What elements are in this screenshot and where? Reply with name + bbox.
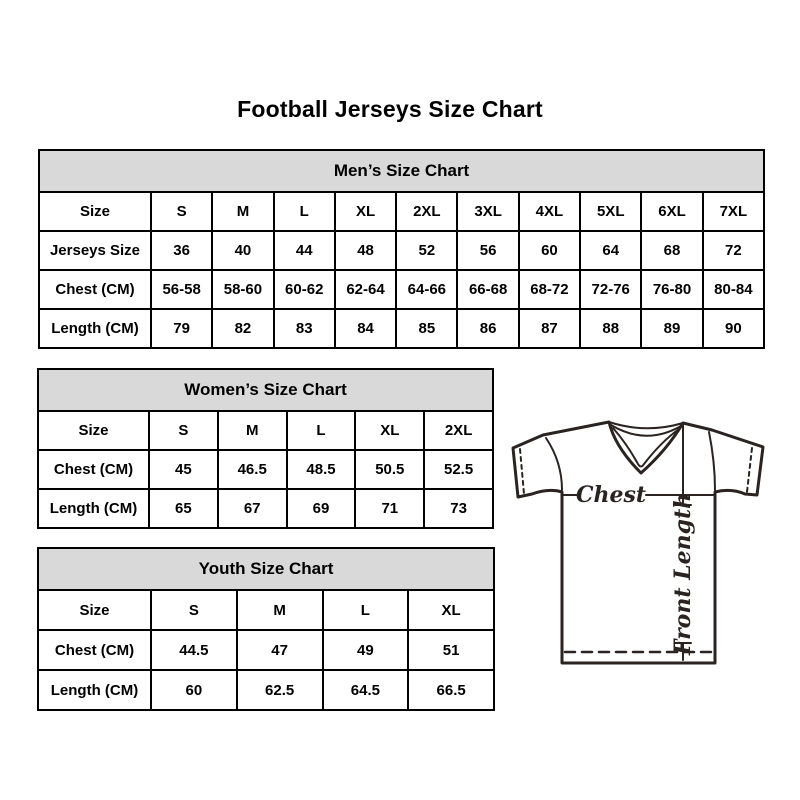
cell: 2XL xyxy=(396,192,457,231)
cell: 40 xyxy=(212,231,273,270)
cell: L xyxy=(287,411,356,450)
cell: 56 xyxy=(457,231,518,270)
cell: 2XL xyxy=(424,411,493,450)
cell: 89 xyxy=(641,309,702,348)
table-row xyxy=(38,411,493,450)
cell: 62.5 xyxy=(237,670,323,710)
row-label: Length (CM) xyxy=(38,670,151,710)
cell: 65 xyxy=(149,489,218,528)
table-row xyxy=(38,489,493,528)
cell: L xyxy=(274,192,335,231)
cell: 7XL xyxy=(703,192,764,231)
cell: M xyxy=(212,192,273,231)
cell: 36 xyxy=(151,231,212,270)
page-title: Football Jerseys Size Chart xyxy=(237,96,543,122)
table-row xyxy=(38,590,494,630)
cell: 52.5 xyxy=(424,450,493,489)
cell: XL xyxy=(335,192,396,231)
cell: XL xyxy=(355,411,424,450)
cell: 66.5 xyxy=(408,670,494,710)
collar-back-line xyxy=(609,422,683,428)
cell: 60 xyxy=(519,231,580,270)
cell: 67 xyxy=(218,489,287,528)
cell: 80-84 xyxy=(703,270,764,309)
cell: 68-72 xyxy=(519,270,580,309)
row-label: Chest (CM) xyxy=(38,630,151,670)
cell: 45 xyxy=(149,450,218,489)
cell: 4XL xyxy=(519,192,580,231)
womens-table-title: Women’s Size Chart xyxy=(38,369,493,411)
cell: 64.5 xyxy=(323,670,409,710)
cell: 69 xyxy=(287,489,356,528)
cell: S xyxy=(151,192,212,231)
row-label: Length (CM) xyxy=(38,489,149,528)
cell: 6XL xyxy=(641,192,702,231)
cell: 88 xyxy=(580,309,641,348)
cell: 62-64 xyxy=(335,270,396,309)
cell: 48.5 xyxy=(287,450,356,489)
cell: 47 xyxy=(237,630,323,670)
cell: 82 xyxy=(212,309,273,348)
cell: 49 xyxy=(323,630,409,670)
cell: 64 xyxy=(580,231,641,270)
cell: 73 xyxy=(424,489,493,528)
chest-label: Chest xyxy=(575,482,647,508)
front-length-label: Front Length xyxy=(670,492,696,656)
row-label: Chest (CM) xyxy=(38,450,149,489)
youth-table-title: Youth Size Chart xyxy=(38,548,494,590)
table-row xyxy=(39,231,764,270)
jersey-measurement-diagram xyxy=(505,400,777,672)
cell: 44 xyxy=(274,231,335,270)
cell: M xyxy=(237,590,323,630)
mens-size-table xyxy=(38,149,765,349)
jersey-outline xyxy=(513,422,763,663)
cell: 87 xyxy=(519,309,580,348)
jersey-sketch xyxy=(505,400,777,672)
cell: XL xyxy=(408,590,494,630)
cell: 85 xyxy=(396,309,457,348)
table-row xyxy=(39,309,764,348)
cell: 60-62 xyxy=(274,270,335,309)
row-label: Size xyxy=(39,192,151,231)
cell: 50.5 xyxy=(355,450,424,489)
table-row xyxy=(38,450,493,489)
cell: 5XL xyxy=(580,192,641,231)
row-label: Size xyxy=(38,590,151,630)
cell: 3XL xyxy=(457,192,518,231)
cell: M xyxy=(218,411,287,450)
cell: 71 xyxy=(355,489,424,528)
row-label: Size xyxy=(38,411,149,450)
cell: 66-68 xyxy=(457,270,518,309)
cell: L xyxy=(323,590,409,630)
cell: 56-58 xyxy=(151,270,212,309)
cell: 52 xyxy=(396,231,457,270)
table-row xyxy=(39,270,764,309)
cell: 86 xyxy=(457,309,518,348)
womens-size-table xyxy=(37,368,494,529)
cell: 68 xyxy=(641,231,702,270)
cell: 60 xyxy=(151,670,237,710)
youth-size-table xyxy=(37,547,495,711)
cell: 72 xyxy=(703,231,764,270)
mens-table-title: Men’s Size Chart xyxy=(39,150,764,192)
table-row xyxy=(38,630,494,670)
cell: S xyxy=(151,590,237,630)
cell: 58-60 xyxy=(212,270,273,309)
cell: 48 xyxy=(335,231,396,270)
table-row xyxy=(39,192,764,231)
row-label: Length (CM) xyxy=(39,309,151,348)
cell: 64-66 xyxy=(396,270,457,309)
cell: 72-76 xyxy=(580,270,641,309)
cell: S xyxy=(149,411,218,450)
row-label: Jerseys Size xyxy=(39,231,151,270)
cell: 84 xyxy=(335,309,396,348)
table-row xyxy=(38,670,494,710)
cell: 83 xyxy=(274,309,335,348)
cell: 44.5 xyxy=(151,630,237,670)
cell: 76-80 xyxy=(641,270,702,309)
cell: 51 xyxy=(408,630,494,670)
cell: 79 xyxy=(151,309,212,348)
row-label: Chest (CM) xyxy=(39,270,151,309)
cell: 46.5 xyxy=(218,450,287,489)
cell: 90 xyxy=(703,309,764,348)
